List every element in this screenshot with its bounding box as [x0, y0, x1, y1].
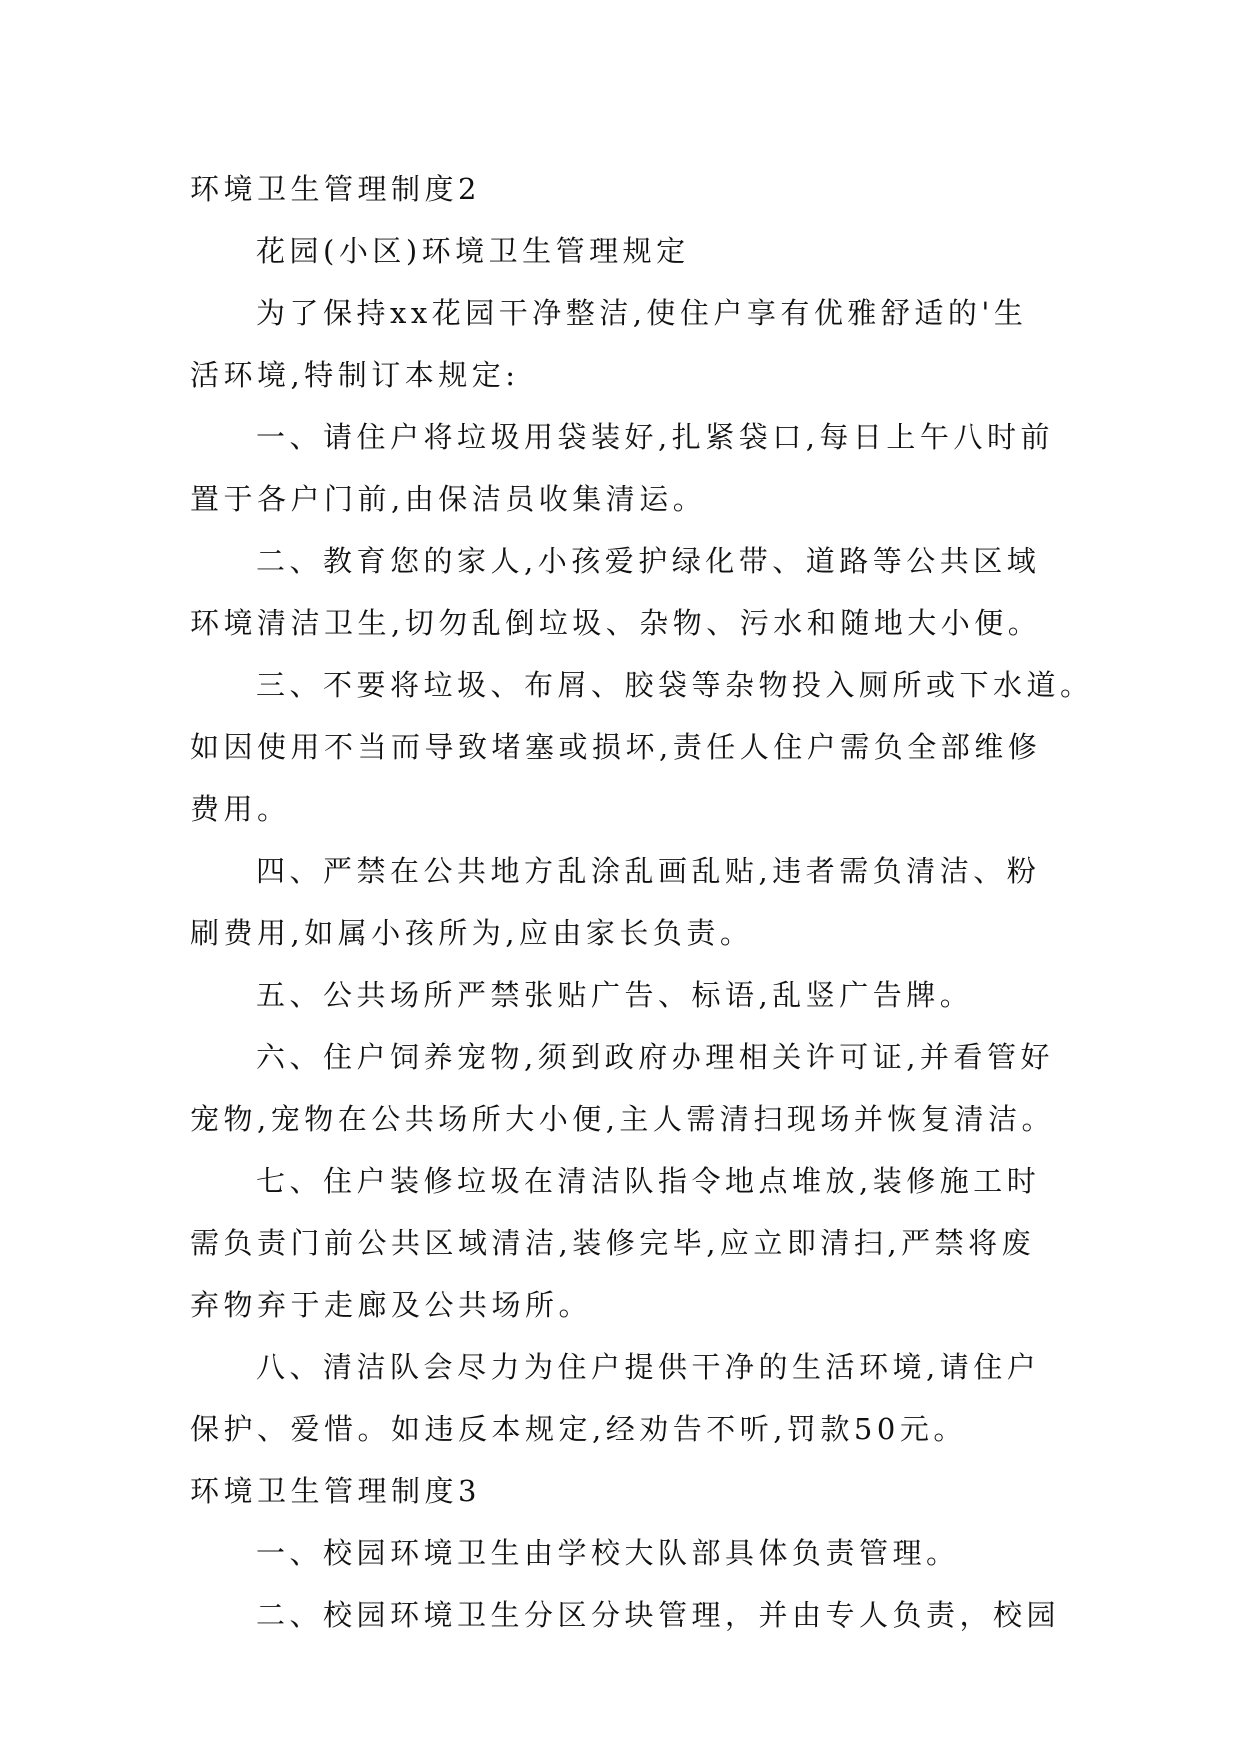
item-1-line-1: 一、请住户将垃圾用袋装好,扎紧袋口,每日上午八时前	[256, 420, 1054, 454]
section-heading-2: 环境卫生管理制度2	[190, 172, 481, 206]
item-7-line-1: 七、住户装修垃圾在清洁队指令地点堆放,装修施工时	[256, 1164, 1041, 1198]
intro-line-2: 活环境,特制订本规定:	[190, 358, 520, 392]
item-4-line-2: 刷费用,如属小孩所为,应由家长负责。	[190, 916, 754, 950]
regulation-title: 花园(小区)环境卫生管理规定	[256, 234, 690, 268]
item-2-line-2: 环境清洁卫生,切勿乱倒垃圾、杂物、污水和随地大小便。	[190, 606, 1042, 640]
item-7-line-2: 需负责门前公共区域清洁,装修完毕,应立即清扫,严禁将废	[190, 1226, 1036, 1260]
item-6-line-1: 六、住户饲养宠物,须到政府办理相关许可证,并看管好	[256, 1040, 1054, 1074]
item-4-line-1: 四、严禁在公共地方乱涂乱画乱贴,违者需负清洁、粉	[256, 854, 1041, 888]
item-6-line-2: 宠物,宠物在公共场所大小便,主人需清扫现场并恢复清洁。	[190, 1102, 1055, 1136]
item-1-line-2: 置于各户门前,由保洁员收集清运。	[190, 482, 707, 516]
section-3-item-1: 一、校园环境卫生由学校大队部具体负责管理。	[256, 1536, 960, 1570]
item-5-line-1: 五、公共场所严禁张贴广告、标语,乱竖广告牌。	[256, 978, 974, 1012]
item-3-line-2: 如因使用不当而导致堵塞或损坏,责任人住户需负全部维修	[190, 730, 1042, 764]
item-8-line-2: 保护、爱惜。如违反本规定,经劝告不听,罚款50元。	[190, 1412, 967, 1446]
item-3-line-3: 费用。	[190, 792, 291, 826]
item-2-line-1: 二、教育您的家人,小孩爱护绿化带、道路等公共区域	[256, 544, 1041, 578]
intro-line-1: 为了保持xx花园干净整洁,使住户享有优雅舒适的'生	[256, 296, 1028, 330]
item-8-line-1: 八、清洁队会尽力为住户提供干净的生活环境,请住户	[256, 1350, 1041, 1384]
item-3-line-1: 三、不要将垃圾、布屑、胶袋等杂物投入厕所或下水道。	[256, 668, 1094, 702]
section-3-item-2-line-1: 二、校园环境卫生分区分块管理，并由专人负责，校园	[256, 1598, 1061, 1632]
section-heading-3: 环境卫生管理制度3	[190, 1474, 481, 1508]
item-7-line-3: 弃物弃于走廊及公共场所。	[190, 1288, 593, 1322]
